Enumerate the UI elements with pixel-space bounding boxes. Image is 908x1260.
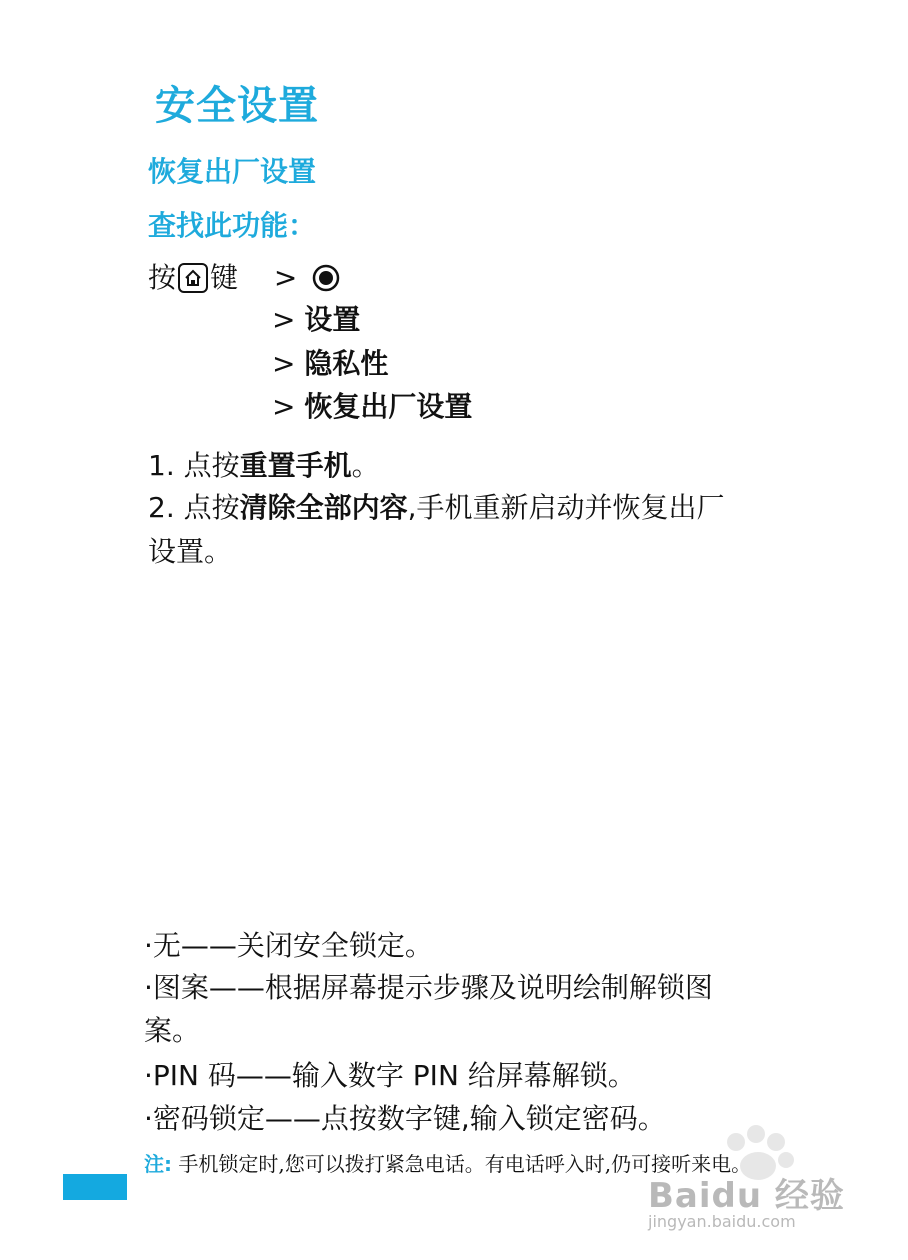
path-step-2: [272, 342, 388, 382]
option-text: PIN 码——输入数字 PIN 给屏幕解锁。: [152, 1059, 636, 1092]
path-arrow: >: [272, 303, 296, 336]
path-step-label: 隐私性: [304, 347, 389, 380]
bullet: ·: [144, 1059, 153, 1092]
lock-option-none: [144, 924, 433, 964]
key-label: 键: [210, 261, 239, 294]
watermark-url: jingyan.baidu.com: [648, 1212, 796, 1231]
note-text: 手机锁定时,您可以拨打紧急电话。有电话呼入时,仍可接听来电。: [178, 1152, 752, 1176]
option-text: 图案——根据屏幕提示步骤及说明绘制解锁图: [152, 971, 713, 1004]
bullet: ·: [144, 1102, 153, 1135]
find-heading: 查找此功能：: [148, 209, 317, 242]
option-text: 案。: [144, 1014, 201, 1047]
step-2-prefix: 2. 点按: [148, 491, 240, 524]
instruction-step-2-cont: 设置。: [148, 535, 233, 568]
path-step-1: [272, 298, 360, 338]
watermark-text: Baidu 经验: [648, 1176, 845, 1216]
lock-option-pattern: [144, 966, 713, 1006]
path-step-label: 恢复出厂设置: [304, 390, 473, 423]
lock-option-pin: [144, 1054, 636, 1094]
instruction-step-2: [148, 486, 725, 526]
path-first-line: [148, 256, 340, 299]
bullet: ·: [144, 929, 153, 962]
step-2-rest: ,手机重新启动并恢复出厂: [407, 491, 725, 524]
section-heading: 恢复出厂设置: [148, 155, 317, 188]
step-1-end: 。: [351, 449, 380, 482]
option-text: 密码锁定——点按数字键,输入锁定密码。: [152, 1102, 666, 1135]
step-1-action: 重置手机: [239, 449, 352, 482]
bullet: ·: [144, 971, 153, 1004]
press-label: 按: [148, 261, 177, 294]
page-title: 安全设置: [155, 83, 319, 129]
path-step-3: [272, 385, 472, 425]
page-tab-bar: [63, 1174, 127, 1200]
path-step-label: 设置: [304, 303, 361, 336]
path-arrow: >: [272, 347, 296, 380]
lock-option-password: [144, 1097, 666, 1137]
radio-selected-icon: [312, 264, 340, 299]
note-label: 注:: [144, 1152, 172, 1176]
path-arrow: >: [273, 261, 298, 294]
home-icon: [178, 263, 208, 293]
lock-option-pattern-cont: [144, 1009, 200, 1049]
option-text: 无——关闭安全锁定。: [152, 929, 433, 962]
step-2-action: 清除全部内容: [239, 491, 408, 524]
instruction-step-1: [148, 444, 380, 484]
step-1-prefix: 1. 点按: [148, 449, 240, 482]
path-arrow: >: [272, 390, 296, 423]
